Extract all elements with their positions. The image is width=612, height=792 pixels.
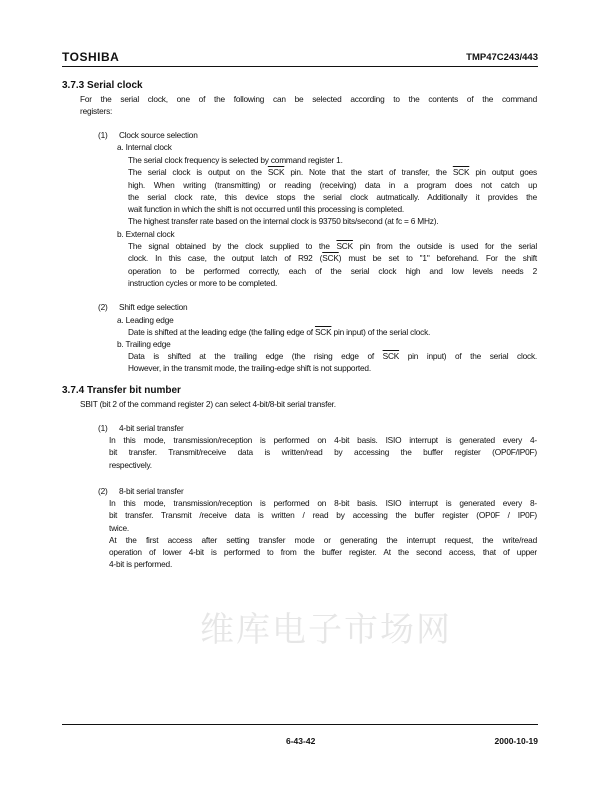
section-heading: 3.7.4 Transfer bit number bbox=[62, 385, 181, 396]
paragraph: The signal obtained by the clock supplied to the $\overline{SCK}$ pin from the outside is used for the serial clock. In this case, the output latch of R92 $(\overline{SCK})$ must be set to "1" beforehand. For the shift operation to be performed correctly, each of the serial clock high and low levels needs 2 instruction cycles or more to be completed. bbox=[128, 241, 538, 288]
item-number: (1) bbox=[98, 130, 108, 140]
signal-sck: $\overline{SCK}$ bbox=[452, 167, 470, 178]
item-number: (2) bbox=[98, 302, 108, 312]
brand-logo: TOSHIBA bbox=[62, 50, 120, 64]
header-rule bbox=[62, 66, 538, 67]
part-number: TMP47C243/443 bbox=[466, 52, 538, 63]
item-title: 8-bit serial transfer bbox=[119, 486, 184, 496]
paragraph: SBIT (bit 2 of the command register 2) can select 4-bit/8-bit serial transfer. bbox=[80, 399, 336, 409]
signal-sck: $\overline{SCK}$ bbox=[314, 327, 332, 337]
paragraph: Data is shifted at the trailing edge (the rising edge of $\overline{SCK}$ pin input) of the serial clock. However, in the transmit mode, the trailing-edge shift is not supported. bbox=[128, 351, 538, 374]
paragraph: For the serial clock, one of the following can be selected according to the contents of the command registers: bbox=[80, 94, 537, 117]
item-number: (1) bbox=[98, 423, 108, 433]
item-title: Shift edge selection bbox=[119, 302, 188, 312]
signal-sck: $\overline{SCK}$ bbox=[336, 241, 353, 251]
paragraph: In this mode, transmission/reception is performed on 4-bit basis. ISIO interrupt is generated every 4- bit transfer. Transmit/receive data is written/read by accessing the buffer register (OP0F/IP0F) respectively. bbox=[109, 435, 537, 470]
item-title: 4-bit serial transfer bbox=[119, 423, 184, 433]
subitem-title: b. Trailing edge bbox=[117, 339, 171, 349]
paragraph: Date is shifted at the leading edge (the falling edge of $\overline{SCK}$ pin input) of the serial clock. bbox=[128, 327, 431, 337]
subitem-title: b. External clock bbox=[117, 229, 175, 239]
subitem-title: a. Leading edge bbox=[117, 315, 174, 325]
signal-sck: $\overline{SCK}$ bbox=[267, 167, 285, 178]
paragraph: In this mode, transmission/reception is performed on 8-bit basis. ISIO interrupt is generated every 8- bit transfer. Transmit /receive data is written / read by accessing the buffer register (OP0F / IP0F) twice. At the first access after setting transfer mode or generating the interrupt request, the write/read operation of lower 4-bit is performed to from the buffer register. At the second access, that of upper 4-bit is performed. bbox=[109, 498, 537, 570]
section-heading: 3.7.3 Serial clock bbox=[62, 80, 143, 91]
item-number: (2) bbox=[98, 486, 108, 496]
subitem-title: a. Internal clock bbox=[117, 142, 172, 152]
signal-sck: $\overline{SCK}$ bbox=[322, 253, 339, 264]
signal-sck: $\overline{SCK}$ bbox=[382, 351, 400, 361]
paragraph: The serial clock frequency is selected by command register 1. The serial clock is output on the $\overline{SCK}$ pin. Note that the start of transfer, the $\overline{SCK}$ pin output goes high. When writing (transmitting) or reading (receiving) data in a program does not catch up the serial clock rate, this device stops the serial clock autmatically. Additionally it provides the wait function in which the shift is not occurred until this processing is completed. The highest transfer rate based on the internal clock is 93750 bits/second (at fc = 6 MHz). bbox=[128, 155, 537, 227]
page-number: 6-43-42 bbox=[286, 736, 316, 746]
watermark: 维库电子市场网 bbox=[200, 610, 452, 650]
footer-rule bbox=[62, 724, 538, 725]
item-title: Clock source selection bbox=[119, 130, 198, 140]
footer-date: 2000-10-19 bbox=[494, 736, 538, 746]
